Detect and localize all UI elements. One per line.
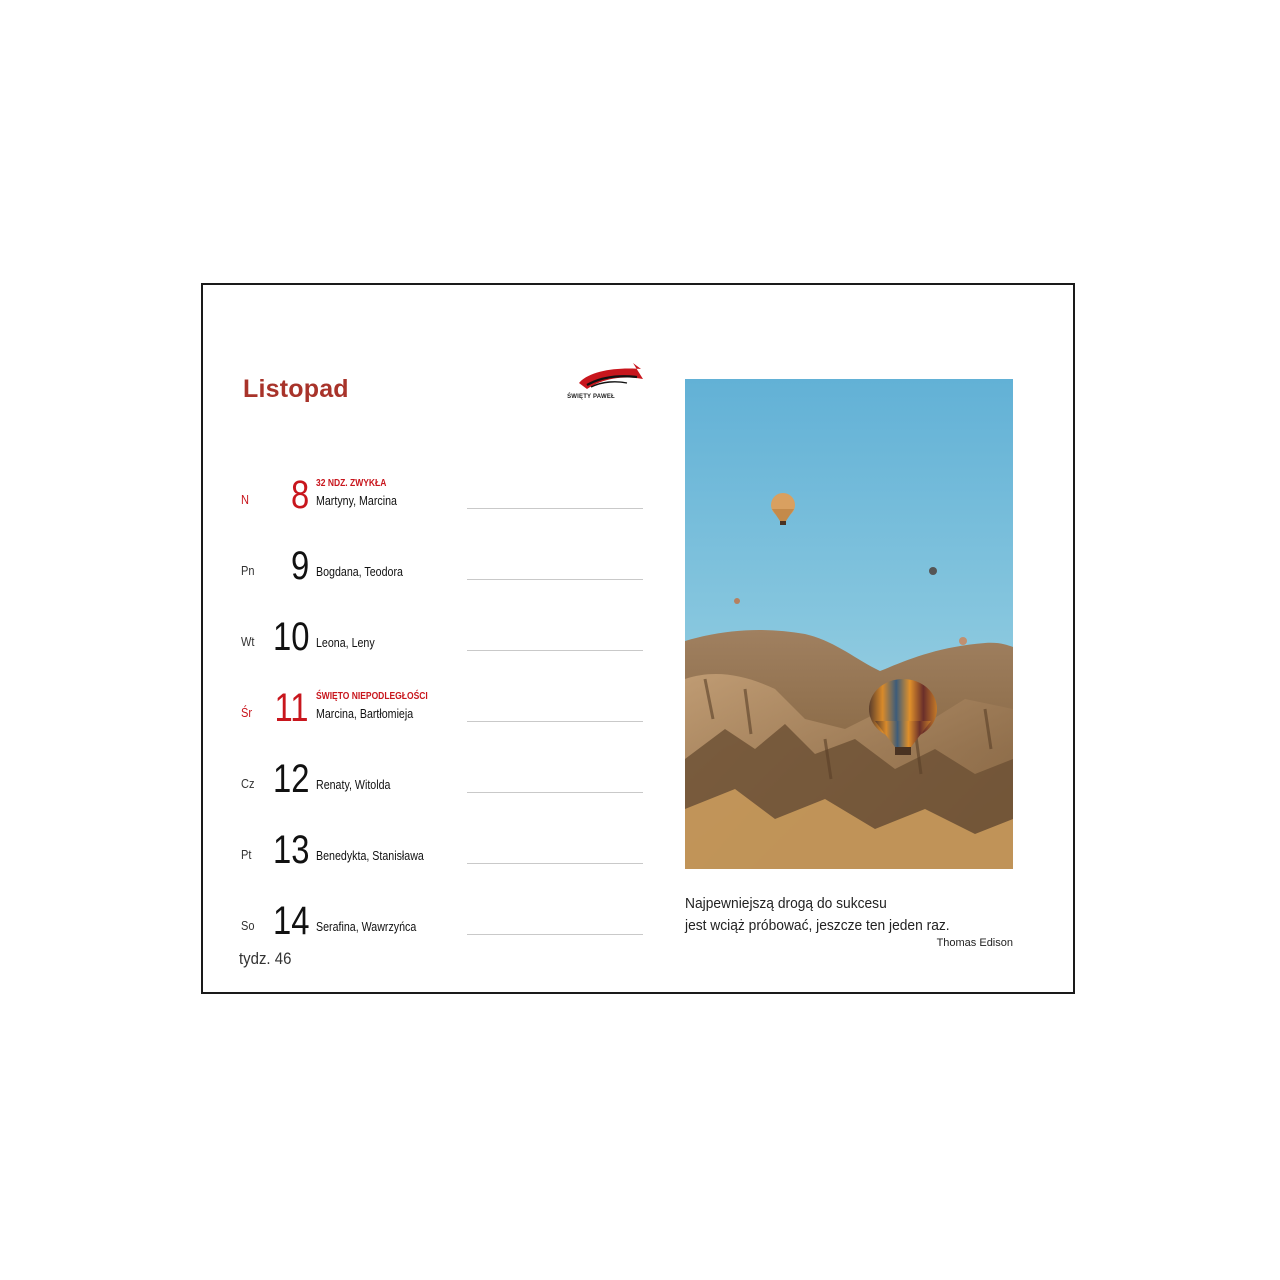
day-of-week: Cz bbox=[241, 776, 255, 791]
day-of-week: N bbox=[241, 492, 249, 507]
day-row bbox=[241, 879, 645, 943]
day-row bbox=[241, 737, 645, 801]
day-number: 10 bbox=[272, 615, 309, 659]
day-of-week: Śr bbox=[241, 705, 253, 720]
week-number: tydz. 46 bbox=[239, 949, 292, 968]
quote-line: Najpewniejszą drogą do sukcesu bbox=[685, 895, 887, 912]
day-row bbox=[241, 666, 645, 730]
day-row bbox=[241, 453, 645, 517]
day-number: 9 bbox=[290, 544, 309, 588]
note-line bbox=[467, 863, 643, 864]
note-line bbox=[467, 508, 643, 509]
day-number: 11 bbox=[274, 686, 309, 730]
note-line bbox=[467, 934, 643, 935]
publisher-logo bbox=[561, 361, 645, 407]
name-day: Marcina, Bartłomieja bbox=[316, 706, 414, 721]
name-day: Serafina, Wawrzyńca bbox=[316, 919, 417, 934]
calendar-page bbox=[201, 283, 1075, 994]
day-row bbox=[241, 524, 645, 588]
day-of-week: So bbox=[241, 918, 255, 933]
note-line bbox=[467, 792, 643, 793]
day-row bbox=[241, 595, 645, 659]
publisher-name: ŚWIĘTY PAWEŁ bbox=[567, 394, 615, 400]
balloon-landscape-image bbox=[685, 379, 1013, 869]
quote-author: Thomas Edison bbox=[936, 937, 1013, 949]
name-day: Leona, Leny bbox=[316, 635, 375, 650]
quote bbox=[685, 893, 1015, 937]
day-number: 14 bbox=[272, 899, 309, 943]
holiday-label: ŚWIĘTO NIEPODLEGŁOŚCI bbox=[316, 691, 428, 702]
day-of-week: Pn bbox=[241, 563, 255, 578]
day-number: 13 bbox=[272, 828, 309, 872]
holiday-label: 32 NDZ. ZWYKŁA bbox=[316, 478, 387, 489]
quote-line: jest wciąż próbować, jeszcze ten jeden raz. bbox=[685, 917, 950, 934]
month-title: Listopad bbox=[243, 375, 349, 403]
note-line bbox=[467, 579, 643, 580]
publisher-logo-icon bbox=[561, 361, 645, 395]
name-day: Bogdana, Teodora bbox=[316, 564, 403, 579]
day-number: 12 bbox=[272, 757, 309, 801]
day-of-week: Wt bbox=[241, 634, 255, 649]
name-day: Renaty, Witolda bbox=[316, 777, 391, 792]
name-day: Benedykta, Stanisława bbox=[316, 848, 424, 863]
name-day: Martyny, Marcina bbox=[316, 493, 397, 508]
photo-balloons bbox=[685, 379, 1013, 869]
note-line bbox=[467, 650, 643, 651]
day-row bbox=[241, 808, 645, 872]
day-number: 8 bbox=[290, 473, 309, 517]
note-line bbox=[467, 721, 643, 722]
day-of-week: Pt bbox=[241, 847, 252, 862]
